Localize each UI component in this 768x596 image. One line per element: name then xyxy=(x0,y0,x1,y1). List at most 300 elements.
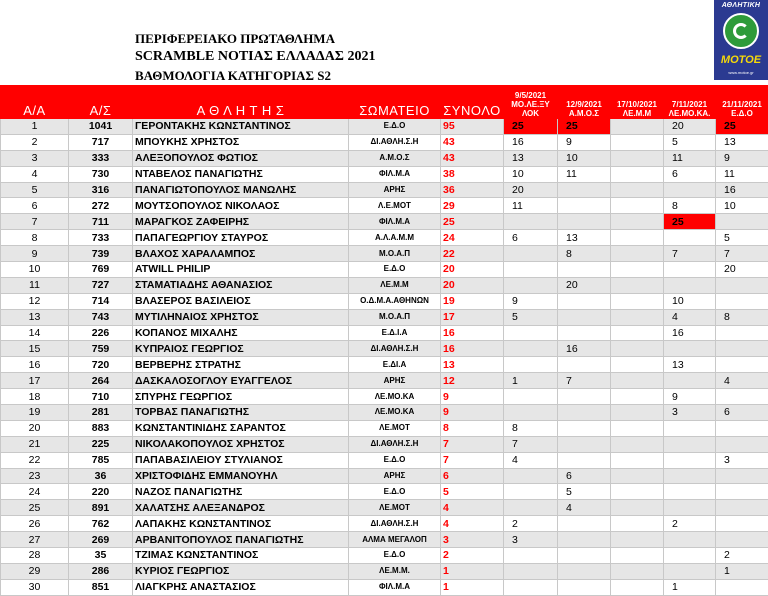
table-row xyxy=(1,293,768,309)
cell-club: ΔΙ.ΑΘΛΗ.Σ.Η xyxy=(349,134,441,150)
cell-race-2-points xyxy=(558,325,611,341)
cell-rank: 7 xyxy=(1,214,69,230)
cell-race-3-points xyxy=(611,262,664,278)
cell-rank: 28 xyxy=(1,548,69,564)
cell-race-4-points: 8 xyxy=(664,198,716,214)
cell-total: 7 xyxy=(441,436,504,452)
cell-race-5-points: 2 xyxy=(716,548,768,564)
cell-race-1-points: 8 xyxy=(504,420,558,436)
cell-code: 785 xyxy=(69,452,133,468)
col-code-header: Α/Σ xyxy=(69,86,133,119)
cell-total: 9 xyxy=(441,405,504,421)
cell-race-3-points xyxy=(611,119,664,135)
cell-rank: 15 xyxy=(1,341,69,357)
cell-athlete-name: ΓΕΡΟΝΤΑΚΗΣ ΚΩΝΣΤΑΝΤΙΝΟΣ xyxy=(133,119,349,135)
cell-race-1-points: 6 xyxy=(504,230,558,246)
cell-race-1-points xyxy=(504,500,558,516)
cell-total: 1 xyxy=(441,563,504,579)
cell-race-1-points xyxy=(504,262,558,278)
cell-rank: 2 xyxy=(1,134,69,150)
cell-code: 727 xyxy=(69,277,133,293)
race-date: 17/10/2021 xyxy=(611,100,663,109)
col-race-5-header xyxy=(716,86,768,119)
cell-race-3-points xyxy=(611,373,664,389)
cell-code: 769 xyxy=(69,262,133,278)
cell-race-5-points: 20 xyxy=(716,262,768,278)
cell-code: 739 xyxy=(69,246,133,262)
cell-club: ΛΕ.Μ.Μ xyxy=(349,277,441,293)
cell-race-5-points xyxy=(716,277,768,293)
table-row xyxy=(1,134,768,150)
cell-race-3-points xyxy=(611,563,664,579)
cell-race-3-points xyxy=(611,277,664,293)
cell-athlete-name: ΝΤΑΒΕΛΟΣ ΠΑΝΑΓΙΩΤΗΣ xyxy=(133,166,349,182)
cell-athlete-name: ΒΛΑΣΕΡΟΣ ΒΑΣΙΛΕΙΟΣ xyxy=(133,293,349,309)
logo-top-text: ΑΘΛΗΤΙΚΗ xyxy=(714,2,768,9)
cell-rank: 21 xyxy=(1,436,69,452)
cell-race-3-points xyxy=(611,579,664,595)
cell-athlete-name: ΠΑΝΑΓΙΩΤΟΠΟΥΛΟΣ ΜΑΝΩΛΗΣ xyxy=(133,182,349,198)
cell-athlete-name: ΛΑΠΑΚΗΣ ΚΩΝΣΤΑΝΤΙΝΟΣ xyxy=(133,516,349,532)
cell-total: 3 xyxy=(441,532,504,548)
cell-total: 5 xyxy=(441,484,504,500)
cell-race-4-points: 5 xyxy=(664,134,716,150)
cell-club: Α.Μ.Ο.Σ xyxy=(349,150,441,166)
cell-race-3-points xyxy=(611,198,664,214)
cell-athlete-name: ΚΟΠΑΝΟΣ ΜΙΧΑΛΗΣ xyxy=(133,325,349,341)
logo-url: www.motoe.gr xyxy=(714,70,768,75)
cell-rank: 18 xyxy=(1,389,69,405)
cell-race-5-points: 9 xyxy=(716,150,768,166)
cell-total: 43 xyxy=(441,134,504,150)
cell-rank: 9 xyxy=(1,246,69,262)
cell-total: 19 xyxy=(441,293,504,309)
cell-race-2-points xyxy=(558,420,611,436)
cell-athlete-name: ΒΕΡΒΕΡΗΣ ΣΤΡΑΤΗΣ xyxy=(133,357,349,373)
cell-total: 16 xyxy=(441,341,504,357)
cell-club: Ε.Δ.Ο xyxy=(349,484,441,500)
cell-race-5-points: 7 xyxy=(716,246,768,262)
cell-race-3-points xyxy=(611,420,664,436)
cell-total: 25 xyxy=(441,214,504,230)
cell-race-5-points xyxy=(716,484,768,500)
table-row xyxy=(1,452,768,468)
cell-race-1-points: 2 xyxy=(504,516,558,532)
cell-race-2-points: 5 xyxy=(558,484,611,500)
cell-race-3-points xyxy=(611,532,664,548)
table-row xyxy=(1,325,768,341)
cell-total: 16 xyxy=(441,325,504,341)
cell-total: 1 xyxy=(441,579,504,595)
table-row xyxy=(1,341,768,357)
cell-race-5-points: 6 xyxy=(716,405,768,421)
cell-race-5-points xyxy=(716,532,768,548)
cell-code: 269 xyxy=(69,532,133,548)
cell-code: 717 xyxy=(69,134,133,150)
cell-club: ΛΕ.Μ.Μ. xyxy=(349,563,441,579)
cell-rank: 24 xyxy=(1,484,69,500)
cell-total: 36 xyxy=(441,182,504,198)
cell-total: 9 xyxy=(441,389,504,405)
cell-race-1-points xyxy=(504,325,558,341)
cell-code: 272 xyxy=(69,198,133,214)
race-place: ΜΟ.ΛΕ.ΞΥ xyxy=(504,100,557,109)
cell-total: 7 xyxy=(441,452,504,468)
cell-rank: 19 xyxy=(1,405,69,421)
cell-athlete-name: ΒΛΑΧΟΣ ΧΑΡΑΛΑΜΠΟΣ xyxy=(133,246,349,262)
cell-club: Ε.Δ.Ο xyxy=(349,262,441,278)
cell-race-2-points xyxy=(558,452,611,468)
cell-athlete-name: ΑΛΕΞΟΠΟΥΛΟΣ ΦΩΤΙΟΣ xyxy=(133,150,349,166)
cell-rank: 1 xyxy=(1,119,69,135)
cell-race-2-points: 13 xyxy=(558,230,611,246)
cell-total: 13 xyxy=(441,357,504,373)
cell-race-4-points xyxy=(664,532,716,548)
cell-race-5-points xyxy=(716,293,768,309)
cell-race-2-points: 20 xyxy=(558,277,611,293)
cell-race-2-points: 8 xyxy=(558,246,611,262)
table-row xyxy=(1,309,768,325)
cell-club: ΛΕ.ΜΟΤ xyxy=(349,500,441,516)
cell-athlete-name: ΛΙΑΓΚΡΗΣ ΑΝΑΣΤΑΣΙΟΣ xyxy=(133,579,349,595)
cell-race-5-points xyxy=(716,500,768,516)
cell-race-4-points xyxy=(664,500,716,516)
cell-race-1-points xyxy=(504,579,558,595)
cell-club: Ε.Δ.Ο xyxy=(349,119,441,135)
cell-race-4-points: 16 xyxy=(664,325,716,341)
cell-race-3-points xyxy=(611,134,664,150)
cell-race-4-points xyxy=(664,230,716,246)
cell-race-1-points xyxy=(504,468,558,484)
cell-athlete-name: ΚΥΡΙΟΣ ΓΕΩΡΓΙΟΣ xyxy=(133,563,349,579)
cell-race-5-points xyxy=(716,436,768,452)
cell-race-2-points xyxy=(558,516,611,532)
cell-race-1-points: 5 xyxy=(504,309,558,325)
cell-race-1-points: 1 xyxy=(504,373,558,389)
cell-race-1-points: 3 xyxy=(504,532,558,548)
cell-race-3-points xyxy=(611,452,664,468)
cell-race-3-points xyxy=(611,309,664,325)
cell-race-3-points xyxy=(611,468,664,484)
cell-race-4-points: 7 xyxy=(664,246,716,262)
cell-total: 20 xyxy=(441,277,504,293)
table-row xyxy=(1,357,768,373)
table-row xyxy=(1,532,768,548)
table-row xyxy=(1,436,768,452)
cell-club: ΑΛΜΑ ΜΕΓΑΛΟΠ xyxy=(349,532,441,548)
cell-race-4-points xyxy=(664,420,716,436)
cell-club: ΑΡΗΣ xyxy=(349,468,441,484)
cell-club: ΦΙΛ.Μ.Α xyxy=(349,166,441,182)
cell-rank: 5 xyxy=(1,182,69,198)
cell-code: 733 xyxy=(69,230,133,246)
race-place: Α.Μ.Ο.Σ xyxy=(558,109,610,118)
cell-total: 20 xyxy=(441,262,504,278)
cell-race-4-points: 2 xyxy=(664,516,716,532)
cell-rank: 8 xyxy=(1,230,69,246)
cell-race-5-points xyxy=(716,325,768,341)
cell-club: ΑΡΗΣ xyxy=(349,373,441,389)
race-place: ΛΕ.ΜΟ.ΚΑ. xyxy=(664,109,715,118)
cell-club: ΦΙΛ.Μ.Α xyxy=(349,579,441,595)
cell-race-2-points xyxy=(558,293,611,309)
cell-race-4-points xyxy=(664,341,716,357)
cell-race-5-points xyxy=(716,468,768,484)
cell-race-3-points xyxy=(611,405,664,421)
cell-club: Ε.Δ.Ο xyxy=(349,548,441,564)
cell-athlete-name: ΔΑΣΚΑΛΟΣΟΓΛΟΥ ΕΥΑΓΓΕΛΟΣ xyxy=(133,373,349,389)
table-row xyxy=(1,420,768,436)
cell-code: 759 xyxy=(69,341,133,357)
cell-club: Α.Λ.Α.Μ.Μ xyxy=(349,230,441,246)
cell-race-5-points: 4 xyxy=(716,373,768,389)
cell-race-2-points: 10 xyxy=(558,150,611,166)
cell-race-5-points: 5 xyxy=(716,230,768,246)
cell-club: Λ.Ε.ΜΟΤ xyxy=(349,198,441,214)
cell-race-1-points xyxy=(504,405,558,421)
cell-race-1-points: 7 xyxy=(504,436,558,452)
table-row xyxy=(1,389,768,405)
table-row xyxy=(1,166,768,182)
cell-race-4-points: 6 xyxy=(664,166,716,182)
table-row xyxy=(1,277,768,293)
cell-total: 43 xyxy=(441,150,504,166)
cell-race-1-points: 16 xyxy=(504,134,558,150)
cell-total: 8 xyxy=(441,420,504,436)
cell-race-2-points: 9 xyxy=(558,134,611,150)
cell-race-2-points xyxy=(558,182,611,198)
cell-race-1-points: 13 xyxy=(504,150,558,166)
championship-title: ΠΕΡΙΦΕΡΕΙΑΚΟ ΠΡΩΤΑΘΛΗΜΑ xyxy=(135,31,335,47)
cell-race-2-points xyxy=(558,548,611,564)
cell-rank: 14 xyxy=(1,325,69,341)
cell-athlete-name: ΧΑΛΑΤΣΗΣ ΑΛΕΞΑΝΔΡΟΣ xyxy=(133,500,349,516)
cell-club: Ε.ΔΙ.Α xyxy=(349,357,441,373)
cell-code: 743 xyxy=(69,309,133,325)
cell-total: 24 xyxy=(441,230,504,246)
cell-club: ΛΕ.ΜΟΤ xyxy=(349,420,441,436)
cell-club: ΔΙ.ΑΘΛΗ.Σ.Η xyxy=(349,516,441,532)
cell-race-4-points xyxy=(664,484,716,500)
cell-rank: 27 xyxy=(1,532,69,548)
cell-race-3-points xyxy=(611,166,664,182)
table-row xyxy=(1,516,768,532)
cell-race-1-points: 20 xyxy=(504,182,558,198)
cell-race-3-points xyxy=(611,182,664,198)
cell-total: 22 xyxy=(441,246,504,262)
cell-code: 35 xyxy=(69,548,133,564)
table-row xyxy=(1,563,768,579)
cell-rank: 29 xyxy=(1,563,69,579)
cell-race-3-points xyxy=(611,246,664,262)
cell-race-3-points xyxy=(611,516,664,532)
cell-race-4-points xyxy=(664,468,716,484)
cell-race-5-points xyxy=(716,389,768,405)
cell-race-1-points xyxy=(504,277,558,293)
table-row xyxy=(1,484,768,500)
cell-club: ΔΙ.ΑΘΛΗ.Σ.Η xyxy=(349,341,441,357)
cell-race-2-points xyxy=(558,309,611,325)
cell-race-3-points xyxy=(611,214,664,230)
cell-race-5-points xyxy=(716,341,768,357)
logo-ring-icon xyxy=(723,13,759,49)
cell-club: Ε.Δ.Ο xyxy=(349,452,441,468)
table-row xyxy=(1,468,768,484)
cell-race-4-points: 13 xyxy=(664,357,716,373)
table-row xyxy=(1,500,768,516)
cell-race-4-points: 1 xyxy=(664,579,716,595)
cell-club: ΑΡΗΣ xyxy=(349,182,441,198)
cell-code: 851 xyxy=(69,579,133,595)
table-row xyxy=(1,214,768,230)
cell-race-4-points: 20 xyxy=(664,119,716,135)
table-header-row xyxy=(1,86,768,119)
cell-race-3-points xyxy=(611,325,664,341)
cell-race-2-points: 11 xyxy=(558,166,611,182)
cell-race-5-points: 16 xyxy=(716,182,768,198)
cell-race-4-points: 9 xyxy=(664,389,716,405)
cell-code: 714 xyxy=(69,293,133,309)
cell-code: 762 xyxy=(69,516,133,532)
cell-race-2-points: 4 xyxy=(558,500,611,516)
cell-athlete-name: ΠΑΠΑΒΑΣΙΛΕΙΟΥ ΣΤΥΛΙΑΝΟΣ xyxy=(133,452,349,468)
table-row xyxy=(1,198,768,214)
cell-race-3-points xyxy=(611,389,664,405)
race-date: 9/5/2021 xyxy=(504,91,557,100)
cell-rank: 23 xyxy=(1,468,69,484)
race-place: ΛΕ.Μ.Μ xyxy=(611,109,663,118)
table-row xyxy=(1,246,768,262)
cell-club: Μ.Ο.Α.Π xyxy=(349,246,441,262)
cell-code: 891 xyxy=(69,500,133,516)
cell-total: 4 xyxy=(441,516,504,532)
cell-race-2-points xyxy=(558,563,611,579)
cell-race-5-points: 3 xyxy=(716,452,768,468)
cell-race-3-points xyxy=(611,357,664,373)
cell-athlete-name: ΣΤΑΜΑΤΙΑΔΗΣ ΑΘΑΝΑΣΙΟΣ xyxy=(133,277,349,293)
race-date: 12/9/2021 xyxy=(558,100,610,109)
race-place: Ε.Δ.Ο xyxy=(716,109,768,118)
cell-club: ΦΙΛ.Μ.Α xyxy=(349,214,441,230)
cell-race-3-points xyxy=(611,150,664,166)
cell-code: 226 xyxy=(69,325,133,341)
cell-race-5-points: 8 xyxy=(716,309,768,325)
cell-race-2-points xyxy=(558,198,611,214)
cell-athlete-name: ATWILL PHILIP xyxy=(133,262,349,278)
cell-race-1-points xyxy=(504,563,558,579)
cell-race-1-points xyxy=(504,484,558,500)
col-rank-header: Α/Α xyxy=(1,86,69,119)
cell-total: 95 xyxy=(441,119,504,135)
cell-code: 281 xyxy=(69,405,133,421)
table-row xyxy=(1,548,768,564)
cell-race-5-points xyxy=(716,579,768,595)
cell-race-2-points xyxy=(558,579,611,595)
cell-club: Μ.Ο.Α.Π xyxy=(349,309,441,325)
cell-rank: 3 xyxy=(1,150,69,166)
cell-race-3-points xyxy=(611,341,664,357)
cell-race-2-points: 6 xyxy=(558,468,611,484)
cell-athlete-name: ΜΥΤΙΛΗΝΑΙΟΣ ΧΡΗΣΤΟΣ xyxy=(133,309,349,325)
cell-race-5-points xyxy=(716,214,768,230)
cell-code: 883 xyxy=(69,420,133,436)
table-row xyxy=(1,182,768,198)
cell-code: 1041 xyxy=(69,119,133,135)
cell-club: ΛΕ.ΜΟ.ΚΑ xyxy=(349,389,441,405)
cell-club: Ο.Δ.Μ.Α.ΑΘΗΝΩΝ xyxy=(349,293,441,309)
table-row xyxy=(1,262,768,278)
cell-rank: 30 xyxy=(1,579,69,595)
cell-total: 2 xyxy=(441,548,504,564)
standings-table xyxy=(0,85,768,596)
cell-rank: 16 xyxy=(1,357,69,373)
cell-rank: 6 xyxy=(1,198,69,214)
cell-code: 264 xyxy=(69,373,133,389)
cell-race-4-points xyxy=(664,182,716,198)
col-race-3-header xyxy=(611,86,664,119)
cell-race-3-points xyxy=(611,293,664,309)
cell-code: 710 xyxy=(69,389,133,405)
cell-race-4-points: 25 xyxy=(664,214,716,230)
cell-race-1-points xyxy=(504,389,558,405)
cell-athlete-name: ΝΙΚΟΛΑΚΟΠΟΥΛΟΣ ΧΡΗΣΤΟΣ xyxy=(133,436,349,452)
cell-total: 4 xyxy=(441,500,504,516)
cell-race-2-points xyxy=(558,357,611,373)
cell-rank: 20 xyxy=(1,420,69,436)
cell-race-4-points xyxy=(664,262,716,278)
cell-athlete-name: ΠΑΠΑΓΕΩΡΓΙΟΥ ΣΤΑΥΡΟΣ xyxy=(133,230,349,246)
motoe-logo xyxy=(714,0,768,80)
cell-athlete-name: ΜΠΟΥΚΗΣ ΧΡΗΣΤΟΣ xyxy=(133,134,349,150)
cell-race-4-points: 4 xyxy=(664,309,716,325)
cell-rank: 22 xyxy=(1,452,69,468)
table-row xyxy=(1,373,768,389)
cell-rank: 4 xyxy=(1,166,69,182)
cell-race-1-points xyxy=(504,214,558,230)
cell-athlete-name: ΚΩΝΣΤΑΝΤΙΝΙΔΗΣ ΣΑΡΑΝΤΟΣ xyxy=(133,420,349,436)
cell-race-2-points xyxy=(558,436,611,452)
cell-race-3-points xyxy=(611,548,664,564)
col-race-4-header xyxy=(664,86,716,119)
cell-race-1-points: 9 xyxy=(504,293,558,309)
cell-race-4-points: 11 xyxy=(664,150,716,166)
cell-race-4-points: 3 xyxy=(664,405,716,421)
cell-athlete-name: ΚΥΠΡΑΙΟΣ ΓΕΩΡΓΙΟΣ xyxy=(133,341,349,357)
cell-code: 36 xyxy=(69,468,133,484)
cell-race-1-points: 11 xyxy=(504,198,558,214)
cell-rank: 12 xyxy=(1,293,69,309)
cell-athlete-name: ΣΠΥΡΗΣ ΓΕΩΡΓΙΟΣ xyxy=(133,389,349,405)
col-athlete-header: Α Θ Λ Η Τ Η Σ xyxy=(133,86,349,119)
cell-race-5-points: 25 xyxy=(716,119,768,135)
cell-race-2-points xyxy=(558,532,611,548)
cell-rank: 11 xyxy=(1,277,69,293)
table-body xyxy=(1,119,768,596)
table-row xyxy=(1,150,768,166)
cell-race-3-points xyxy=(611,500,664,516)
cell-athlete-name: ΝΑΖΟΣ ΠΑΝΑΓΙΩΤΗΣ xyxy=(133,484,349,500)
col-club-header: ΣΩΜΑΤΕΙΟ xyxy=(349,86,441,119)
cell-race-1-points: 10 xyxy=(504,166,558,182)
cell-total: 17 xyxy=(441,309,504,325)
logo-word: MOTOE xyxy=(714,54,768,66)
cell-code: 711 xyxy=(69,214,133,230)
cell-race-1-points: 4 xyxy=(504,452,558,468)
cell-race-4-points: 10 xyxy=(664,293,716,309)
event-title: SCRAMBLE ΝΟΤΙΑΣ ΕΛΛΑΔΑΣ 2021 xyxy=(135,49,375,65)
cell-athlete-name: ΑΡΒΑΝΙΤΟΠΟΥΛΟΣ ΠΑΝΑΓΙΩΤΗΣ xyxy=(133,532,349,548)
col-race-2-header xyxy=(558,86,611,119)
